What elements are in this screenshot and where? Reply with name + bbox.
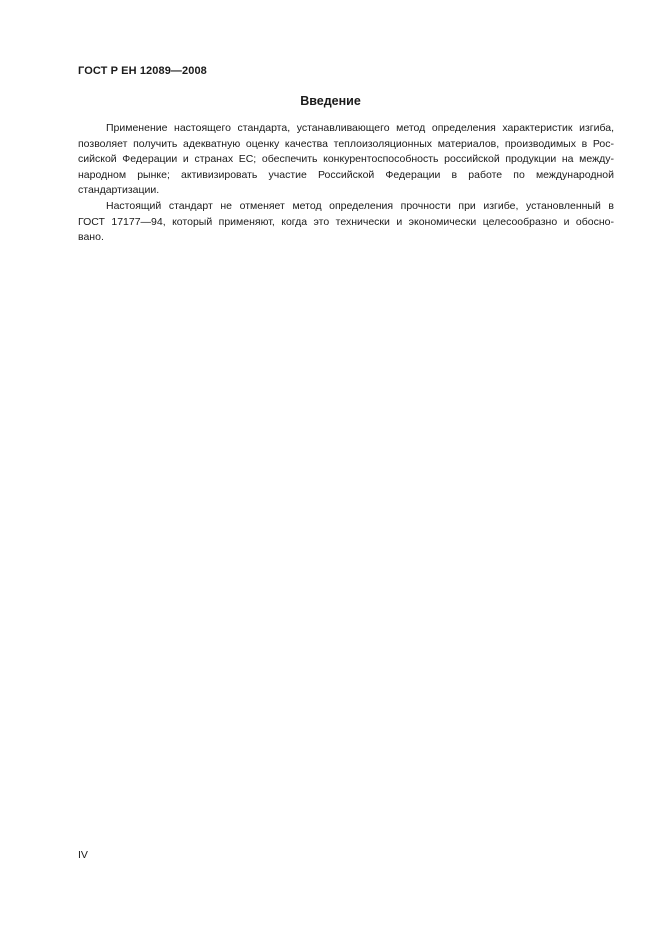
paragraph-line: Применение настоящего стандарта, устанавливающего метод определения характеристик изгиба, bbox=[106, 122, 614, 134]
paragraph-line: позволяет получить адекватную оценку качества теплоизоляционных материалов, производимых в Рос- bbox=[78, 137, 614, 150]
page-number: IV bbox=[78, 849, 88, 861]
paragraph-2 bbox=[78, 199, 614, 246]
section-title: Введение bbox=[300, 94, 361, 108]
paragraph-line: Настоящий стандарт не отменяет метод определения прочности при изгибе, установленный в bbox=[106, 199, 614, 212]
paragraph-line: вано. bbox=[78, 231, 104, 244]
paragraph-line: народном рынке; активизировать участие Российской Федерации в работе по международной bbox=[78, 168, 614, 181]
paragraph-1 bbox=[78, 121, 614, 199]
paragraph-line: сийской Федерации и странах ЕС; обеспечить конкурентоспособность российской продукции на между- bbox=[78, 153, 614, 166]
document-header-standard-id: ГОСТ Р ЕН 12089—2008 bbox=[78, 65, 207, 77]
paragraph-line: стандартизации. bbox=[78, 184, 160, 197]
body-text bbox=[78, 121, 614, 246]
paragraph-line: ГОСТ 17177—94, который применяют, когда это технически и экономически целесообразно и обосно- bbox=[78, 215, 614, 228]
